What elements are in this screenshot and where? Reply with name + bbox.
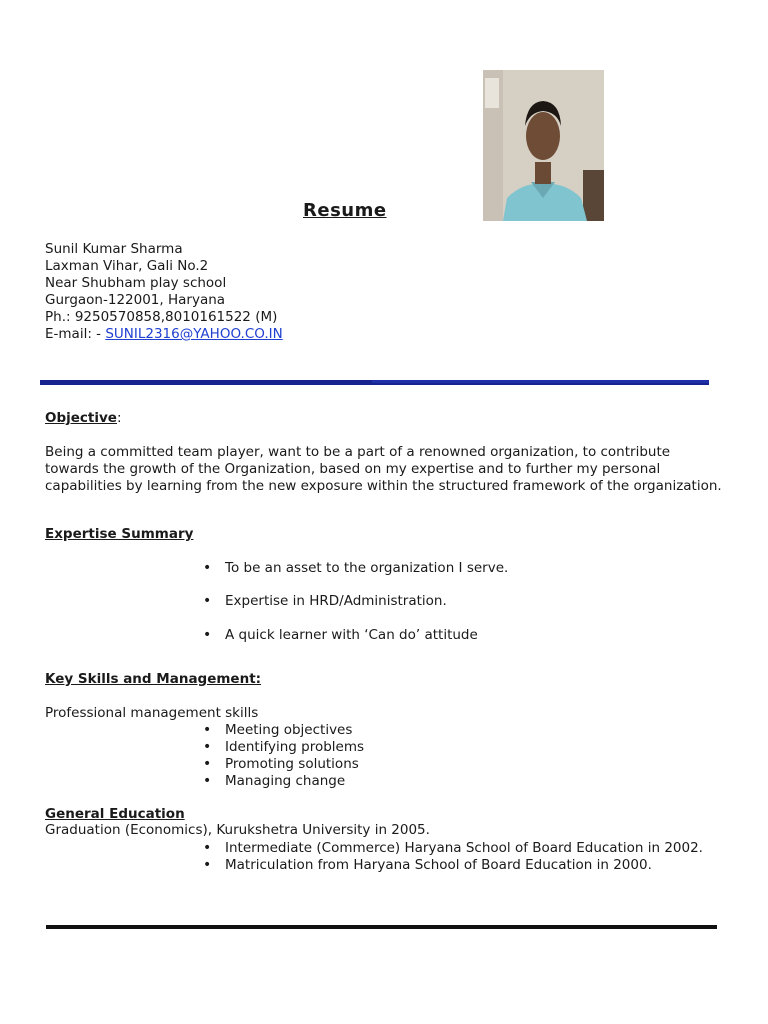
- expertise-heading: Expertise Summary: [45, 526, 194, 542]
- skill-item: • Managing change: [203, 773, 364, 790]
- document-title: Resume: [303, 200, 387, 221]
- contact-name: Sunil Kumar Sharma: [45, 241, 183, 257]
- contact-phone: Ph.: 9250570858,8010161522 (M): [45, 309, 278, 325]
- footer-divider: [46, 925, 717, 929]
- email-link[interactable]: SUNIL2316@YAHOO.CO.IN: [105, 326, 283, 342]
- objective-heading: Objective: [45, 410, 117, 426]
- person-photo-illustration: [483, 70, 604, 221]
- skill-item: • Identifying problems: [203, 739, 364, 756]
- expertise-item: • To be an asset to the organization I serve.: [203, 560, 508, 577]
- skills-list: [203, 722, 364, 790]
- contact-email-line: [45, 326, 283, 343]
- contact-block: [45, 241, 283, 343]
- expertise-item: • A quick learner with ‘Can do’ attitude: [203, 627, 508, 644]
- skill-item: • Promoting solutions: [203, 756, 364, 773]
- contact-address-line-3: Gurgaon-122001, Haryana: [45, 292, 226, 308]
- expertise-item: • Expertise in HRD/Administration.: [203, 593, 508, 610]
- contact-address-line-2: Near Shubham play school: [45, 275, 227, 291]
- objective-text: Being a committed team player, want to be a part of a renowned organization, to contribute towards the growth of the Organization, based on my expertise and to further my personal capabilities by learning from the new exposure within the structured framework of the organization.: [45, 444, 722, 494]
- objective-colon: :: [116, 410, 122, 426]
- education-item: • Matriculation from Haryana School of Board Education in 2000.: [203, 857, 703, 874]
- skills-intro: Professional management skills: [45, 705, 259, 721]
- header-divider-accent: [372, 380, 709, 383]
- education-graduation: Graduation (Economics), Kurukshetra University in 2005.: [45, 822, 430, 838]
- expertise-list: [203, 560, 508, 644]
- profile-photo: [483, 70, 604, 221]
- objective-heading-row: [45, 410, 122, 427]
- contact-address-line-1: Laxman Vihar, Gali No.2: [45, 258, 209, 274]
- education-heading: General Education: [45, 806, 185, 822]
- education-item: • Intermediate (Commerce) Haryana School of Board Education in 2002.: [203, 840, 703, 857]
- skill-item: • Meeting objectives: [203, 722, 364, 739]
- skills-heading: Key Skills and Management:: [45, 671, 262, 687]
- email-prefix: E-mail: -: [45, 326, 106, 342]
- education-list: [203, 840, 703, 874]
